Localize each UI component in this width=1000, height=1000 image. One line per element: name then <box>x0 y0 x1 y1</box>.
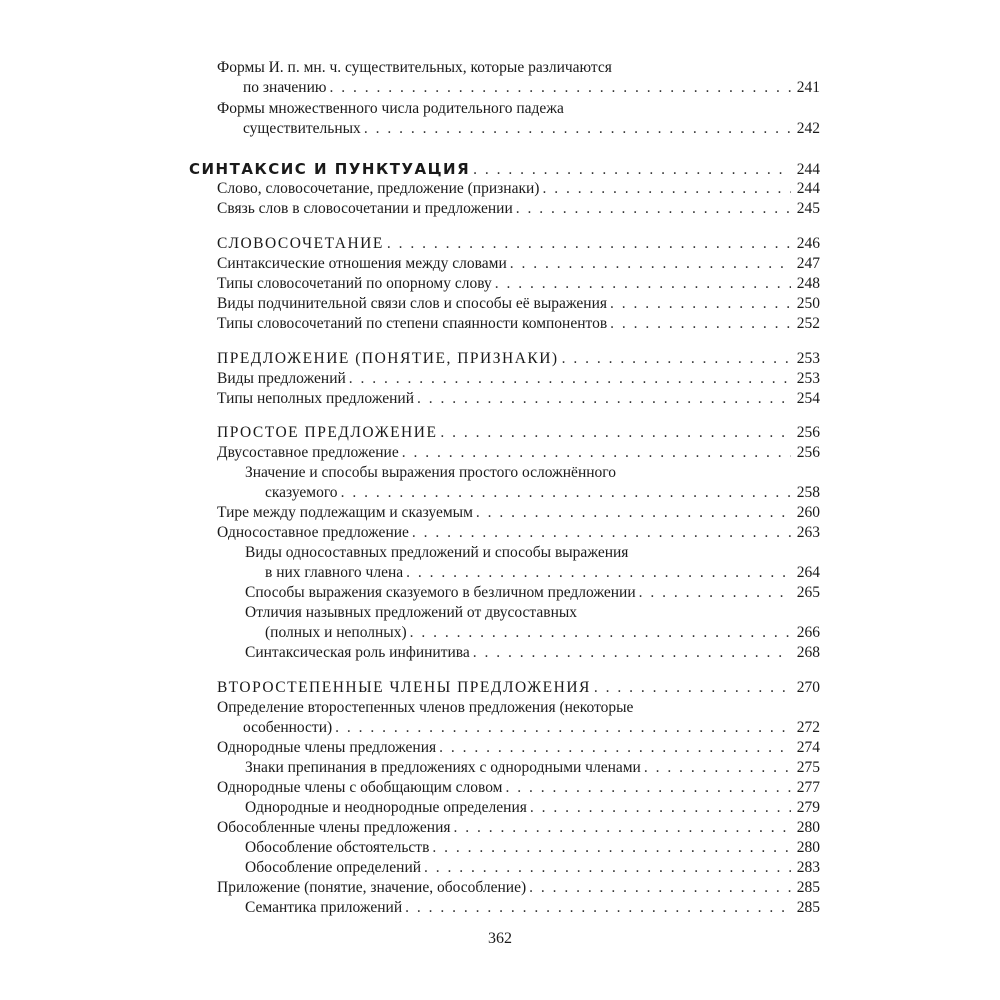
dot-leader <box>364 119 791 139</box>
toc-entry-title: особенности) <box>243 719 333 736</box>
toc-page-number: 280 <box>796 839 820 856</box>
toc-entry <box>217 503 820 523</box>
dot-leader <box>473 160 791 180</box>
toc-page-number: 263 <box>796 524 820 541</box>
toc-entry-title: Знаки препинания в предложениях с однородными членами <box>245 759 641 776</box>
toc-entry-line1: Формы множественного числа родительного падежа <box>217 100 564 117</box>
toc-entry-title: Приложение (понятие, значение, обособление) <box>217 879 527 896</box>
toc-entry <box>217 254 820 274</box>
toc-subsection <box>217 234 820 254</box>
toc-entry-title: (полных и неполных) <box>265 624 407 641</box>
toc-entry <box>265 563 820 583</box>
dot-leader <box>341 483 791 503</box>
toc-page-number: 277 <box>796 779 820 796</box>
toc-entry-title: Двусоставное предложение <box>217 444 399 461</box>
dot-leader <box>639 583 791 603</box>
toc-subsection-title: ВТОРОСТЕПЕННЫЕ ЧЛЕНЫ ПРЕДЛОЖЕНИЯ <box>217 679 591 696</box>
toc-page-number: 260 <box>796 504 820 521</box>
toc-entry-title: Односоставное предложение <box>217 524 409 541</box>
toc-page-number: 285 <box>796 899 820 916</box>
dot-leader <box>506 778 792 798</box>
toc-entry-line1: Отличия назывных предложений от двусоставных <box>245 604 578 621</box>
dot-leader <box>473 643 791 663</box>
toc-entry-line1: Значение и способы выражения простого осложнённого <box>245 464 617 481</box>
dot-leader <box>610 314 791 334</box>
toc-entry-title: Синтаксическая роль инфинитива <box>245 644 470 661</box>
toc-page-number: 285 <box>796 879 820 896</box>
dot-leader <box>410 623 791 643</box>
dot-leader <box>644 758 791 778</box>
dot-leader <box>424 858 791 878</box>
toc-entry-title: существительных <box>243 120 361 137</box>
dot-leader <box>562 349 791 369</box>
dot-leader <box>610 294 791 314</box>
toc-page-number: 254 <box>796 390 820 407</box>
toc-entry-title: Однородные члены с обобщающим словом <box>217 779 503 796</box>
toc-page-number: 247 <box>796 255 820 272</box>
toc-page-number: 283 <box>796 859 820 876</box>
toc-entry-line1: Формы И. п. мн. ч. существительных, которые различаются <box>217 59 612 76</box>
toc-entry-title: Виды подчинительной связи слов и способы её выражения <box>217 295 608 312</box>
dot-leader <box>417 389 791 409</box>
dot-leader <box>594 678 791 698</box>
dot-leader <box>329 78 791 98</box>
toc-page-number: 280 <box>796 819 820 836</box>
toc-entry <box>265 623 820 643</box>
dot-leader <box>510 254 791 274</box>
toc-page-number: 275 <box>796 759 820 776</box>
toc-entry <box>243 119 820 139</box>
dot-leader <box>412 523 791 543</box>
toc-entry-title: Типы словосочетаний по степени спаянности компонентов <box>217 315 608 332</box>
dot-leader <box>516 199 791 219</box>
toc-section-heading <box>189 159 820 179</box>
toc-entry-title: Тире между подлежащим и сказуемым <box>217 504 473 521</box>
toc-entry-title: Способы выражения сказуемого в безличном предложении <box>245 584 636 601</box>
toc-entry-title: в них главного члена <box>265 564 404 581</box>
toc-entry <box>217 314 820 334</box>
dot-leader <box>476 503 791 523</box>
toc-subsection-title: ПРЕДЛОЖЕНИЕ (ПОНЯТИЕ, ПРИЗНАКИ) <box>217 350 559 367</box>
toc-page-number: 245 <box>796 200 820 217</box>
toc-entry <box>245 758 820 778</box>
toc-entry <box>243 78 820 98</box>
toc-entry-title: Виды предложений <box>217 370 346 387</box>
dot-leader <box>406 563 791 583</box>
toc-page-number: 264 <box>796 564 820 581</box>
toc-page-number: 270 <box>796 679 820 696</box>
toc-entry-title: по значению <box>243 79 327 96</box>
toc-page-number: 241 <box>796 79 820 96</box>
toc-entry <box>217 878 820 898</box>
toc-entry <box>217 778 820 798</box>
toc-page-number: 265 <box>796 584 820 601</box>
toc-entry <box>245 898 820 918</box>
toc-page-number: 272 <box>796 719 820 736</box>
toc-page-number: 266 <box>796 624 820 641</box>
toc-page-number: 253 <box>796 370 820 387</box>
toc-subsection <box>217 349 820 369</box>
toc-entry-line1: Определение второстепенных членов предложения (некоторые <box>217 699 634 716</box>
toc-subsection-title: ПРОСТОЕ ПРЕДЛОЖЕНИЕ <box>217 424 438 441</box>
toc-entry-title: Однородные и неоднородные определения <box>245 799 527 816</box>
toc-entry-title: Слово, словосочетание, предложение (признаки) <box>217 180 540 197</box>
toc-page-number: 250 <box>796 295 820 312</box>
toc-page-number: 258 <box>796 484 820 501</box>
dot-leader <box>530 798 791 818</box>
dot-leader <box>495 274 791 294</box>
toc-page-number: 253 <box>796 350 820 367</box>
toc-page-number: 256 <box>796 444 820 461</box>
toc-page-number: 246 <box>796 235 820 252</box>
toc-entry-title: Обособленные члены предложения <box>217 819 451 836</box>
toc-entry <box>217 179 820 199</box>
toc-entry <box>265 483 820 503</box>
toc-page-number: 279 <box>796 799 820 816</box>
dot-leader <box>529 878 791 898</box>
toc-entry <box>245 798 820 818</box>
toc-entry-title: Однородные члены предложения <box>217 739 437 756</box>
dot-leader <box>335 718 791 738</box>
toc-entry <box>217 199 820 219</box>
toc-page-number: 248 <box>796 275 820 292</box>
toc-entry <box>245 858 820 878</box>
toc-entry <box>217 389 820 409</box>
toc-entry <box>245 643 820 663</box>
toc-entry-title: Синтаксические отношения между словами <box>217 255 507 272</box>
toc-entry <box>217 294 820 314</box>
toc-entry-title: Семантика приложений <box>245 899 403 916</box>
toc-entry-title: Обособление определений <box>245 859 422 876</box>
toc-subsection <box>217 423 820 443</box>
dot-leader <box>440 423 791 443</box>
toc-entry <box>245 583 820 603</box>
toc-page-number: 274 <box>796 739 820 756</box>
section-heading-title: СИНТАКСИС И ПУНКТУАЦИЯ <box>189 160 471 178</box>
toc-page-number: 256 <box>796 424 820 441</box>
toc-page-number: 244 <box>796 180 820 197</box>
toc-entry-title: Связь слов в словосочетании и предложении <box>217 200 513 217</box>
dot-leader <box>439 738 791 758</box>
toc-subsection-title: СЛОВОСОЧЕТАНИЕ <box>217 235 384 252</box>
toc-subsection <box>217 678 820 698</box>
toc-entry <box>217 443 820 463</box>
toc-entry <box>217 369 820 389</box>
dot-leader <box>349 369 791 389</box>
toc-page-number: 268 <box>796 644 820 661</box>
toc-page-number: 252 <box>796 315 820 332</box>
toc-entry <box>217 818 820 838</box>
toc-entry-title: Обособление обстоятельств <box>245 839 430 856</box>
toc-entry-line1: Виды односоставных предложений и способы выражения <box>245 544 629 561</box>
toc-entry-title: Типы неполных предложений <box>217 390 415 407</box>
toc-entry <box>245 838 820 858</box>
dot-leader <box>454 818 791 838</box>
toc-page-number: 242 <box>796 120 820 137</box>
dot-leader <box>405 898 791 918</box>
toc-entry <box>217 274 820 294</box>
page-number: 362 <box>488 930 512 947</box>
dot-leader <box>387 234 791 254</box>
toc-page-number: 244 <box>796 161 820 178</box>
toc-entry <box>217 738 820 758</box>
toc-entry <box>217 523 820 543</box>
toc-entry-title: Типы словосочетаний по опорному слову <box>217 275 492 292</box>
dot-leader <box>542 179 791 199</box>
dot-leader <box>432 838 791 858</box>
toc-entry <box>243 718 820 738</box>
toc-entry-title: сказуемого <box>265 484 338 501</box>
dot-leader <box>402 443 791 463</box>
